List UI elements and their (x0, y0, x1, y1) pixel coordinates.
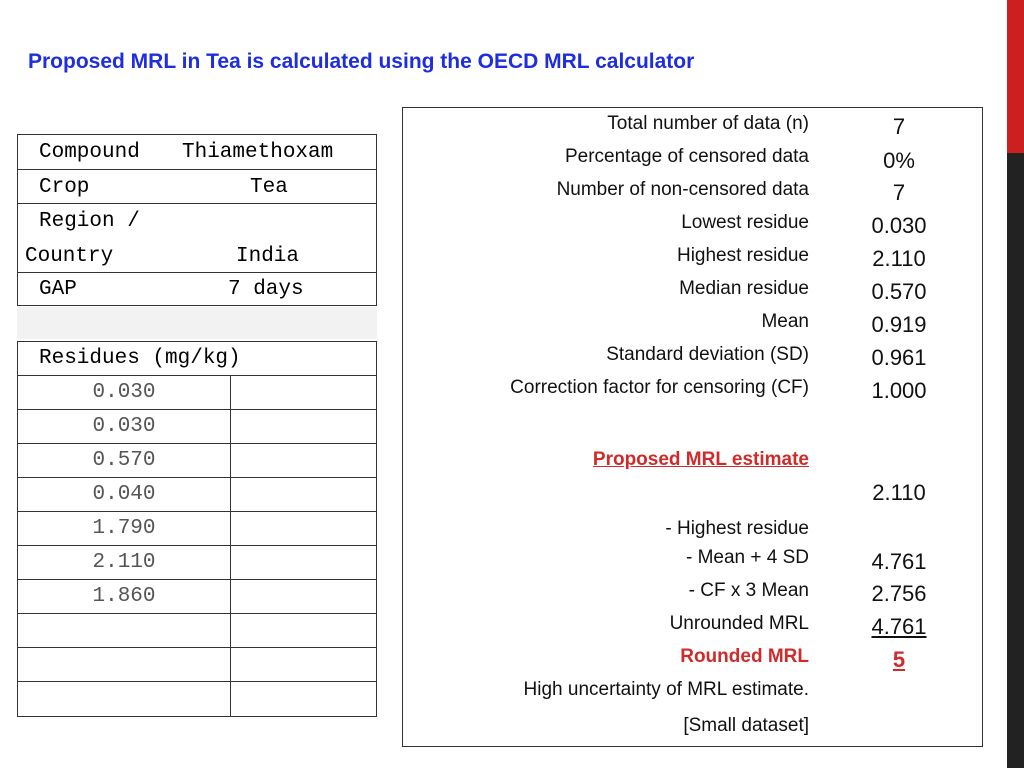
stat-value: 0.919 (871, 312, 927, 337)
side-accent-dark (1007, 153, 1024, 768)
info-table (17, 134, 377, 306)
residue-value: 1.860 (92, 585, 156, 608)
residue-value: 0.570 (92, 449, 156, 472)
stat-label: Standard deviation (SD) (606, 344, 809, 365)
residues-table (17, 341, 377, 717)
cf-mean-label: - CF x 3 Mean (688, 580, 809, 601)
crop-label: Crop (39, 176, 90, 199)
stat-value: 0% (883, 148, 915, 173)
highest-residue-label: - Highest residue (665, 518, 809, 539)
uncertainty-label: High uncertainty of MRL estimate. (523, 679, 809, 700)
region-label-line2: Country (25, 245, 114, 268)
region-value: India (236, 245, 300, 268)
table-row (18, 546, 376, 580)
unrounded-mrl-label: Unrounded MRL (669, 613, 809, 634)
region-row (18, 204, 376, 273)
stat-label: Median residue (679, 278, 809, 299)
spacer-strip (17, 307, 377, 339)
stat-label: Highest residue (676, 245, 809, 266)
cf-mean-value: 2.756 (871, 581, 927, 606)
residue-value: 0.030 (92, 381, 156, 404)
stat-label: Total number of data (n) (607, 113, 809, 134)
gap-label: GAP (39, 278, 77, 301)
proposed-mrl-value: 2.110 (872, 480, 926, 505)
table-row (18, 478, 376, 512)
residue-value: 0.030 (92, 415, 156, 438)
compound-value: Thiamethoxam (182, 141, 334, 164)
stat-value: 1.000 (871, 378, 927, 403)
rounded-mrl-value: 5 (892, 647, 906, 672)
small-dataset-label: [Small dataset] (683, 715, 809, 736)
stat-value: 7 (892, 180, 906, 205)
residues-header-row (18, 342, 376, 376)
residue-value: 2.110 (92, 551, 156, 574)
unrounded-mrl-value: 4.761 (871, 614, 927, 639)
stat-label: Percentage of censored data (564, 146, 809, 167)
compound-label: Compound (39, 141, 140, 164)
stat-label: Mean (761, 311, 809, 332)
stat-label: Correction factor for censoring (CF) (510, 377, 809, 398)
rounded-mrl-label: Rounded MRL (680, 646, 809, 667)
gap-value: 7 days (228, 278, 304, 301)
mrl-calculator-results (402, 107, 983, 747)
table-row-empty (18, 614, 376, 648)
crop-value: Tea (250, 176, 288, 199)
region-label-line1: Region / (39, 210, 140, 233)
side-accent-red (1007, 0, 1024, 153)
crop-row (18, 170, 376, 204)
stat-value: 7 (892, 114, 906, 139)
table-row (18, 376, 376, 410)
compound-row (18, 135, 376, 170)
stat-value: 2.110 (872, 246, 926, 271)
stat-label: Number of non-censored data (556, 179, 809, 200)
mean-sd-value: 4.761 (871, 549, 927, 574)
residues-header: Residues (mg/kg) (39, 347, 241, 370)
stat-label: Lowest residue (681, 212, 809, 233)
stat-value: 0.570 (871, 279, 927, 304)
table-row-empty (18, 682, 376, 716)
proposed-mrl-label: Proposed MRL estimate (592, 449, 809, 470)
table-row (18, 580, 376, 614)
mean-sd-label: - Mean + 4 SD (685, 547, 809, 568)
residue-value: 1.790 (92, 517, 156, 540)
side-accent-bar (1007, 0, 1024, 768)
table-row (18, 512, 376, 546)
residue-value: 0.040 (92, 483, 156, 506)
stat-value: 0.030 (871, 213, 927, 238)
table-row-empty (18, 648, 376, 682)
table-row (18, 444, 376, 478)
gap-row (18, 273, 376, 305)
stat-value: 0.961 (871, 345, 927, 370)
page-title: Proposed MRL in Tea is calculated using the OECD MRL calculator (28, 50, 695, 73)
table-row (18, 410, 376, 444)
